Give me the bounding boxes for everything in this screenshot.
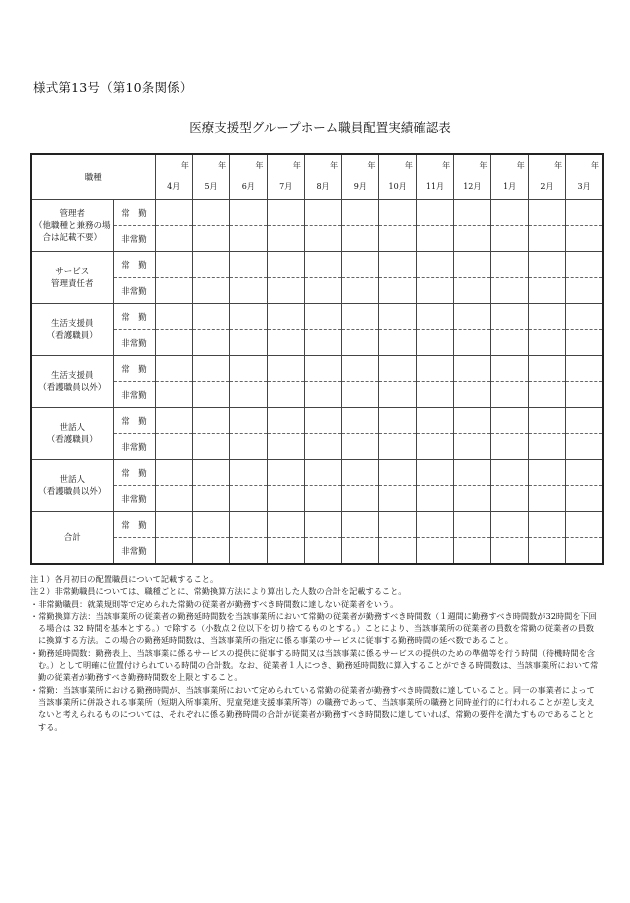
entry-cell[interactable] — [566, 200, 603, 226]
entry-cell[interactable] — [192, 252, 229, 278]
entry-cell[interactable] — [379, 460, 416, 486]
table-row — [31, 200, 603, 226]
entry-cell[interactable] — [528, 408, 565, 434]
year-label: 年 — [590, 161, 599, 170]
entry-cell[interactable] — [192, 278, 229, 304]
entry-cell[interactable] — [230, 278, 267, 304]
entry-cell[interactable] — [192, 304, 229, 330]
note-item: ・常勤：当該事業所における勤務時間が、当該事業所において定められている常勤の従業者が勤務すべき時間数に達していること。同一の事業者によって当該事業所に併設される事業所（短期入所事業所、児童発達支援事業所等）の職務であって、当該事業所の職務と同時並行的に行われることが差し支えないと考えられるものについては、それぞれに係る勤務時間の合計が従業者が勤務すべき時間数に達していれば、常勤の要件を満たすものであることとする。 — [30, 684, 595, 732]
month-label: 6月 — [241, 182, 255, 191]
entry-cell[interactable] — [155, 226, 192, 252]
entry-cell[interactable] — [416, 252, 453, 278]
document-title: 医療支援型グループホーム職員配置実績確認表 — [189, 120, 451, 135]
year-label: 年 — [404, 161, 413, 170]
entry-cell[interactable] — [342, 330, 379, 356]
month-header — [342, 154, 379, 200]
entry-cell[interactable] — [379, 330, 416, 356]
entry-cell[interactable] — [528, 434, 565, 460]
role-label: 世話人 （看護職員） — [31, 408, 113, 460]
entry-cell[interactable] — [230, 486, 267, 512]
month-header — [155, 154, 192, 200]
entry-cell[interactable] — [342, 278, 379, 304]
entry-cell[interactable] — [566, 460, 603, 486]
note-item: 注１）各月初日の配置職員について記載すること。 — [30, 574, 219, 584]
entry-cell[interactable] — [192, 434, 229, 460]
entry-cell[interactable] — [491, 304, 528, 330]
entry-cell[interactable] — [342, 460, 379, 486]
part-time-label: 非常勤 — [113, 226, 155, 252]
month-label: 12月 — [463, 182, 482, 191]
month-header — [267, 154, 304, 200]
entry-cell[interactable] — [155, 278, 192, 304]
entry-cell[interactable] — [304, 460, 341, 486]
month-label: 5月 — [204, 182, 218, 191]
entry-cell[interactable] — [267, 486, 304, 512]
entry-cell[interactable] — [342, 226, 379, 252]
entry-cell[interactable] — [491, 538, 528, 565]
entry-cell[interactable] — [379, 200, 416, 226]
entry-cell[interactable] — [566, 434, 603, 460]
entry-cell[interactable] — [267, 330, 304, 356]
month-label: 10月 — [388, 182, 407, 191]
entry-cell[interactable] — [379, 382, 416, 408]
entry-cell[interactable] — [342, 356, 379, 382]
role-label: 生活支援員 （看護職員以外） — [31, 356, 113, 408]
entry-cell[interactable] — [454, 434, 491, 460]
table-row — [31, 278, 603, 304]
month-header — [304, 154, 341, 200]
entry-cell[interactable] — [416, 278, 453, 304]
entry-cell[interactable] — [491, 200, 528, 226]
entry-cell[interactable] — [491, 460, 528, 486]
note-item: 注２）非常勤職員については、職種ごとに、常勤換算方法により算出した人数の合計を記載すること。 — [30, 586, 407, 597]
entry-cell[interactable] — [267, 538, 304, 565]
entry-cell[interactable] — [491, 278, 528, 304]
entry-cell[interactable] — [416, 200, 453, 226]
entry-cell[interactable] — [304, 512, 341, 538]
entry-cell[interactable] — [342, 200, 379, 226]
entry-cell[interactable] — [566, 408, 603, 434]
entry-cell[interactable] — [342, 434, 379, 460]
entry-cell[interactable] — [155, 252, 192, 278]
role-label: 合計 — [31, 512, 113, 565]
entry-cell[interactable] — [416, 330, 453, 356]
entry-cell[interactable] — [416, 226, 453, 252]
entry-cell[interactable] — [304, 226, 341, 252]
entry-cell[interactable] — [267, 460, 304, 486]
entry-cell[interactable] — [566, 226, 603, 252]
entry-cell[interactable] — [528, 200, 565, 226]
entry-cell[interactable] — [342, 304, 379, 330]
entry-cell[interactable] — [416, 486, 453, 512]
year-label: 年 — [479, 161, 488, 170]
full-time-label: 常 勤 — [113, 408, 155, 434]
entry-cell[interactable] — [230, 200, 267, 226]
notes-section — [30, 573, 602, 733]
entry-cell[interactable] — [155, 486, 192, 512]
entry-cell[interactable] — [192, 382, 229, 408]
table-row — [31, 304, 603, 330]
entry-cell[interactable] — [566, 278, 603, 304]
role-column-header: 職種 — [31, 154, 155, 200]
entry-cell[interactable] — [155, 408, 192, 434]
entry-cell[interactable] — [155, 538, 192, 565]
year-label: 年 — [180, 161, 189, 170]
entry-cell[interactable] — [155, 512, 192, 538]
entry-cell[interactable] — [454, 408, 491, 434]
month-label: 3月 — [577, 182, 591, 191]
entry-cell[interactable] — [416, 356, 453, 382]
entry-cell[interactable] — [491, 408, 528, 434]
table-row — [31, 382, 603, 408]
month-label: 1月 — [503, 182, 517, 191]
full-time-label: 常 勤 — [113, 252, 155, 278]
entry-cell[interactable] — [267, 304, 304, 330]
entry-cell[interactable] — [304, 486, 341, 512]
entry-cell[interactable] — [267, 382, 304, 408]
entry-cell[interactable] — [304, 356, 341, 382]
month-header — [379, 154, 416, 200]
entry-cell[interactable] — [155, 460, 192, 486]
entry-cell[interactable] — [304, 434, 341, 460]
part-time-label: 非常勤 — [113, 278, 155, 304]
entry-cell[interactable] — [230, 226, 267, 252]
month-header — [566, 154, 603, 200]
entry-cell[interactable] — [491, 486, 528, 512]
entry-cell[interactable] — [454, 226, 491, 252]
entry-cell[interactable] — [566, 382, 603, 408]
entry-cell[interactable] — [267, 356, 304, 382]
entry-cell[interactable] — [528, 512, 565, 538]
table-row — [31, 252, 603, 278]
entry-cell[interactable] — [491, 356, 528, 382]
entry-cell[interactable] — [454, 486, 491, 512]
entry-cell[interactable] — [379, 278, 416, 304]
entry-cell[interactable] — [267, 200, 304, 226]
entry-cell[interactable] — [155, 330, 192, 356]
table-row — [31, 356, 603, 382]
month-header — [230, 154, 267, 200]
entry-cell[interactable] — [304, 304, 341, 330]
part-time-label: 非常勤 — [113, 382, 155, 408]
entry-cell[interactable] — [342, 382, 379, 408]
full-time-label: 常 勤 — [113, 200, 155, 226]
month-label: 7月 — [279, 182, 293, 191]
entry-cell[interactable] — [416, 304, 453, 330]
entry-cell[interactable] — [379, 408, 416, 434]
entry-cell[interactable] — [267, 278, 304, 304]
month-label: 2月 — [540, 182, 554, 191]
note-item: ・勤務延時間数：勤務表上、当該事業に係るサービスの提供に従事する時間又は当該事業に係るサービスの提供のための準備等を行う時間（待機時間を含む。）として明確に位置付けられている時間の合計数。なお、従業者１人につき、勤務延時間数に算入することができる時間数は、当該事業所において常勤の従業者が勤務すべき勤務時間数を上限とすること。 — [30, 647, 599, 683]
full-time-label: 常 勤 — [113, 512, 155, 538]
table-header-row — [31, 154, 603, 200]
entry-cell[interactable] — [454, 460, 491, 486]
entry-cell[interactable] — [566, 486, 603, 512]
table-row — [31, 330, 603, 356]
entry-cell[interactable] — [304, 408, 341, 434]
full-time-label: 常 勤 — [113, 356, 155, 382]
table-row — [31, 512, 603, 538]
month-header — [416, 154, 453, 200]
form-number: 様式第13号（第10条関係） — [33, 80, 193, 95]
year-label: 年 — [442, 161, 451, 170]
entry-cell[interactable] — [379, 252, 416, 278]
entry-cell[interactable] — [155, 434, 192, 460]
part-time-label: 非常勤 — [113, 434, 155, 460]
entry-cell[interactable] — [192, 486, 229, 512]
entry-cell[interactable] — [267, 226, 304, 252]
entry-cell[interactable] — [491, 252, 528, 278]
entry-cell[interactable] — [342, 486, 379, 512]
entry-cell[interactable] — [379, 512, 416, 538]
entry-cell[interactable] — [342, 408, 379, 434]
role-label: サービス 管理責任者 — [31, 252, 113, 304]
full-time-label: 常 勤 — [113, 460, 155, 486]
entry-cell[interactable] — [155, 200, 192, 226]
entry-cell[interactable] — [192, 330, 229, 356]
entry-cell[interactable] — [528, 538, 565, 565]
month-header — [192, 154, 229, 200]
role-label: 生活支援員 （看護職員） — [31, 304, 113, 356]
role-label: 管理者 （他職種と兼務の場 合は記載不要） — [31, 200, 113, 252]
table-row — [31, 226, 603, 252]
entry-cell[interactable] — [230, 512, 267, 538]
entry-cell[interactable] — [491, 434, 528, 460]
table-row — [31, 486, 603, 512]
entry-cell[interactable] — [416, 460, 453, 486]
entry-cell[interactable] — [379, 434, 416, 460]
entry-cell[interactable] — [230, 460, 267, 486]
entry-cell[interactable] — [230, 538, 267, 565]
entry-cell[interactable] — [454, 538, 491, 565]
entry-cell[interactable] — [528, 356, 565, 382]
entry-cell[interactable] — [192, 460, 229, 486]
month-label: 11月 — [425, 182, 445, 191]
month-header — [491, 154, 528, 200]
year-label: 年 — [367, 161, 376, 170]
entry-cell[interactable] — [192, 512, 229, 538]
entry-cell[interactable] — [379, 356, 416, 382]
entry-cell[interactable] — [491, 330, 528, 356]
entry-cell[interactable] — [342, 252, 379, 278]
entry-cell[interactable] — [342, 538, 379, 565]
month-header — [528, 154, 565, 200]
year-label: 年 — [330, 161, 339, 170]
table-row — [31, 408, 603, 434]
entry-cell[interactable] — [230, 252, 267, 278]
entry-cell[interactable] — [528, 304, 565, 330]
entry-cell[interactable] — [342, 512, 379, 538]
entry-cell[interactable] — [528, 278, 565, 304]
entry-cell[interactable] — [454, 356, 491, 382]
entry-cell[interactable] — [379, 304, 416, 330]
entry-cell[interactable] — [528, 486, 565, 512]
entry-cell[interactable] — [491, 512, 528, 538]
entry-cell[interactable] — [416, 434, 453, 460]
entry-cell[interactable] — [566, 512, 603, 538]
staffing-record-table — [30, 153, 604, 565]
entry-cell[interactable] — [491, 382, 528, 408]
entry-cell[interactable] — [566, 304, 603, 330]
entry-cell[interactable] — [491, 226, 528, 252]
entry-cell[interactable] — [454, 200, 491, 226]
entry-cell[interactable] — [528, 226, 565, 252]
entry-cell[interactable] — [267, 434, 304, 460]
entry-cell[interactable] — [192, 356, 229, 382]
year-label: 年 — [255, 161, 264, 170]
entry-cell[interactable] — [454, 278, 491, 304]
entry-cell[interactable] — [230, 434, 267, 460]
year-label: 年 — [554, 161, 563, 170]
entry-cell[interactable] — [304, 200, 341, 226]
entry-cell[interactable] — [230, 304, 267, 330]
entry-cell[interactable] — [454, 330, 491, 356]
entry-cell[interactable] — [192, 408, 229, 434]
entry-cell[interactable] — [230, 356, 267, 382]
entry-cell[interactable] — [454, 252, 491, 278]
full-time-label: 常 勤 — [113, 304, 155, 330]
note-item: ・非常勤職員：就業規則等で定められた常勤の従業者が勤務すべき時間数に達しない従業者をいう。 — [30, 598, 399, 609]
month-label: 9月 — [353, 182, 367, 191]
entry-cell[interactable] — [304, 278, 341, 304]
entry-cell[interactable] — [267, 408, 304, 434]
entry-cell[interactable] — [566, 356, 603, 382]
entry-cell[interactable] — [155, 304, 192, 330]
entry-cell[interactable] — [379, 538, 416, 565]
entry-cell[interactable] — [267, 252, 304, 278]
entry-cell[interactable] — [416, 408, 453, 434]
entry-cell[interactable] — [304, 538, 341, 565]
table-row — [31, 538, 603, 565]
year-label: 年 — [516, 161, 525, 170]
entry-cell[interactable] — [304, 330, 341, 356]
part-time-label: 非常勤 — [113, 330, 155, 356]
entry-cell[interactable] — [192, 538, 229, 565]
month-header — [454, 154, 491, 200]
table-row — [31, 434, 603, 460]
entry-cell[interactable] — [528, 330, 565, 356]
entry-cell[interactable] — [454, 304, 491, 330]
entry-cell[interactable] — [416, 512, 453, 538]
entry-cell[interactable] — [155, 356, 192, 382]
entry-cell[interactable] — [230, 408, 267, 434]
entry-cell[interactable] — [379, 486, 416, 512]
year-label: 年 — [218, 161, 227, 170]
table-body — [31, 200, 603, 565]
entry-cell[interactable] — [566, 538, 603, 565]
month-label: 4月 — [167, 182, 181, 191]
entry-cell[interactable] — [155, 382, 192, 408]
entry-cell[interactable] — [416, 538, 453, 565]
entry-cell[interactable] — [304, 252, 341, 278]
entry-cell[interactable] — [566, 330, 603, 356]
entry-cell[interactable] — [528, 252, 565, 278]
note-item: ・常勤換算方法：当該事業所の従業者の勤務延時間数を当該事業所において常勤の従業者が勤務すべき時間数（１週間に勤務すべき時間数が32時間を下回る場合は 32 時間を基本とする。）で除する（小数点２位以下を切り捨てるものとする。）ことにより、当該事業所の従業者の員数を常勤の従業者の員数に換算する方法。この場合の勤務延時間数は、当該事業所の指定に係る事業のサービスに従事する勤務時間の延べ数であること。 — [30, 610, 597, 646]
entry-cell[interactable] — [454, 382, 491, 408]
part-time-label: 非常勤 — [113, 486, 155, 512]
entry-cell[interactable] — [192, 200, 229, 226]
table-row — [31, 460, 603, 486]
entry-cell[interactable] — [379, 226, 416, 252]
year-label: 年 — [292, 161, 301, 170]
entry-cell[interactable] — [416, 382, 453, 408]
entry-cell[interactable] — [304, 382, 341, 408]
entry-cell[interactable] — [528, 460, 565, 486]
entry-cell[interactable] — [230, 382, 267, 408]
entry-cell[interactable] — [267, 512, 304, 538]
entry-cell[interactable] — [230, 330, 267, 356]
part-time-label: 非常勤 — [113, 538, 155, 565]
entry-cell[interactable] — [528, 382, 565, 408]
role-label: 世話人 （看護職員以外） — [31, 460, 113, 512]
entry-cell[interactable] — [566, 252, 603, 278]
entry-cell[interactable] — [454, 512, 491, 538]
entry-cell[interactable] — [192, 226, 229, 252]
month-label: 8月 — [316, 182, 330, 191]
